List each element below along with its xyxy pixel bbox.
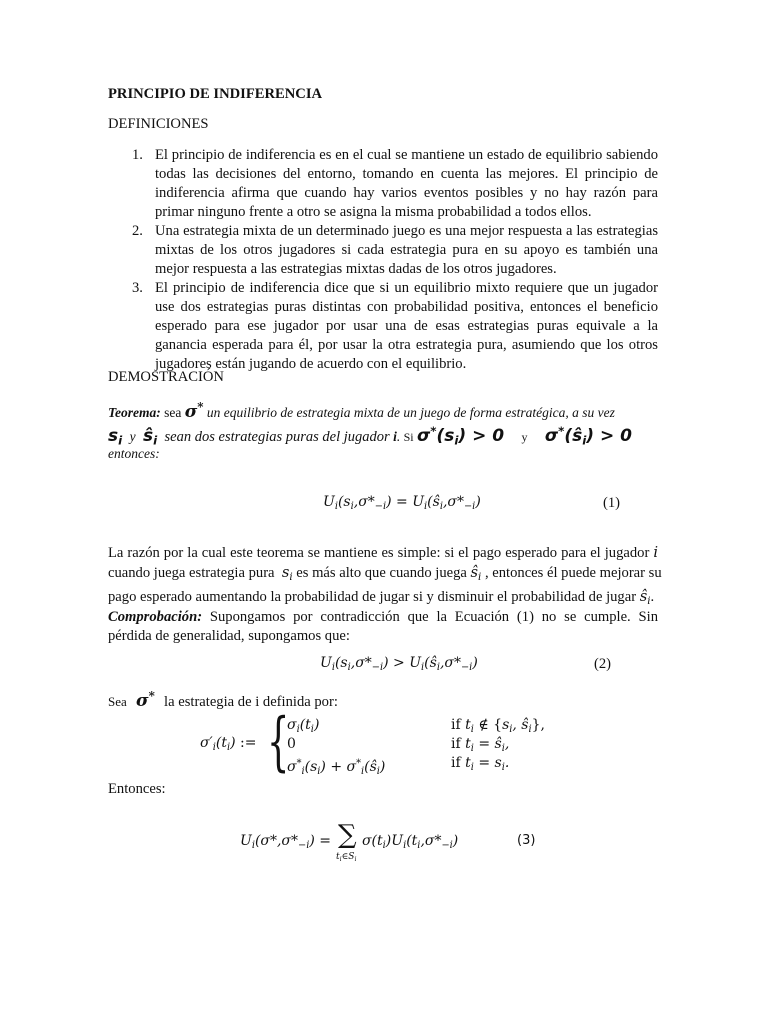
- definition-number: 3.: [132, 280, 143, 296]
- equation-1: $U_i(s_i,\sigma*_{-i})$ = $U_i(ŝ_i,\sigma*_{-i})$: [323, 494, 481, 512]
- definition-number: 2.: [132, 223, 143, 239]
- s-i-symbol: $s_i$: [108, 425, 123, 448]
- theorem-line2-mid: sean dos estrategias puras del jugador: [164, 428, 390, 445]
- definition-text: Una estrategia mixta de un determinado juego es una mejor respuesta a las estrategias mixtas de los otros jugadores si cada estrategia pura en su apoyo es también una mejor respuesta a las estrategias mixtas dadas de los otros jugadores.: [155, 223, 658, 277]
- theorem-label: Teorema:: [108, 404, 161, 420]
- proof-label: Comprobación:: [108, 609, 203, 625]
- piecewise-lhs: $\sigma'_i(t_i)$ :=: [200, 735, 257, 753]
- theorem-line-1: [108, 400, 660, 422]
- definition-text: El principio de indiferencia es en el cual se mantiene un estado de equilibrio sabiendo todas las decisiones del entorno, tomando en cuenta las mejores. El principio de indiferencia afirma que cuando hay varios eventos posibles y no hay razón para primar ninguno frente a otro se asigna la misma probabilidad a todos ellos.: [155, 147, 658, 220]
- theorem-y-2: y: [521, 429, 528, 444]
- theorem-y: y: [129, 428, 136, 444]
- sea-line: [108, 689, 338, 711]
- definitions-list: [108, 146, 658, 374]
- equation-1-number: (1): [603, 495, 621, 511]
- case-1-value: $\sigma_i(t_i)$: [287, 717, 320, 735]
- entonces-line: Entonces:: [108, 781, 166, 797]
- case-1-condition: if $t_i$ ∉ {$s_i$, $ŝ_i$},: [451, 717, 545, 735]
- theorem-line-2: $s_i$ y $ŝ_i$ sean dos estrategias puras del jugador i. Si $\sigma^*(s_i) > 0$ y $\sigma^*(ŝ_i) > 0$: [108, 424, 632, 448]
- case-2-value: 0: [287, 736, 296, 752]
- theorem-si-word: Si: [403, 429, 414, 444]
- sea-word: Sea: [108, 693, 127, 709]
- definition-item: [108, 279, 658, 374]
- summation-symbol: ∑: [338, 820, 357, 850]
- case-2-condition: if $t_i$ = $ŝ_i$,: [451, 736, 510, 754]
- reason-line-1: La razón por la cual este teorema se mantiene es simple: si el pago esperado para el jugador i: [108, 544, 658, 561]
- equation-2: $U_i(s_i,\sigma*_{-i})$ > $U_i(ŝ_i,\sigma*_{-i})$: [320, 655, 478, 673]
- sigma-star-symbol: σ*: [184, 400, 204, 422]
- proof-text: Supongamos por contradicción que la Ecuación (1) no se cumple. Sin pérdida de generalidad, supongamos que:: [108, 609, 658, 644]
- theorem-sea: sea: [164, 404, 182, 420]
- case-3-condition: if $t_i = s_i$.: [451, 755, 510, 773]
- sea-rest: la estrategia de i definida por:: [164, 693, 338, 710]
- theorem-line1-rest: un equilibrio de estrategia mixta de un juego de forma estratégica, a su vez: [206, 404, 615, 420]
- reason-paragraph: [108, 543, 662, 611]
- equation-2-number: (2): [594, 656, 612, 672]
- summation-index: $t_i\in S_i$: [336, 852, 357, 863]
- proof-paragraph: [108, 608, 658, 646]
- condition-1: $\sigma^*(s_i) > 0$: [416, 424, 505, 448]
- sigma-star-symbol-2: σ*: [136, 689, 155, 711]
- demo-heading: DEMOSTRACIÓN: [108, 369, 224, 385]
- definitions-heading: DEFINICIONES: [108, 116, 209, 132]
- document-title: PRINCIPIO DE INDIFERENCIA: [108, 86, 323, 102]
- reason-line-2: cuando juega estrategia pura $s_i$ es más alto que cuando juega $ŝ_i$ , entonces él puede mejorar su: [108, 564, 662, 584]
- equation-3-number: (3): [517, 833, 536, 848]
- s-hat-i-symbol: $ŝ_i$: [142, 425, 158, 448]
- equation-3-rhs: $\sigma(t_i)U_i(t_i,\sigma*_{-i})$: [362, 833, 459, 851]
- definition-item: [108, 222, 658, 279]
- definition-text: El principio de indiferencia dice que si un equilibrio mixto requiere que un jugador use dos estrategias puras distintas con probabilidad positiva, entonces el beneficio esperado para ese jugador por usar una de esas estrategias puras equivale a la ganancia esperada para él, por usar la otra estrategia pura, asumiendo que los otros jugadores están jugando de acuerdo con el equilibrio.: [155, 280, 658, 372]
- definition-item: [108, 146, 658, 222]
- case-3-value: $\sigma^*_i(s_i)$ + $\sigma^*_i(ŝ_i)$: [287, 758, 386, 777]
- definition-number: 1.: [132, 147, 143, 163]
- equation-3-lhs: $U_i(\sigma*,\sigma*_{-i})$ =: [240, 833, 331, 851]
- left-brace: {: [267, 705, 290, 779]
- theorem-player: i: [393, 428, 397, 444]
- theorem-entonces: entonces:: [108, 446, 160, 461]
- reason-line-3: pago esperado aumentando la probabilidad de jugar si y disminuir el probabilidad de jugar $ŝ_i$.: [108, 588, 655, 608]
- condition-2: $\sigma^*(ŝ_i) > 0$: [544, 424, 632, 448]
